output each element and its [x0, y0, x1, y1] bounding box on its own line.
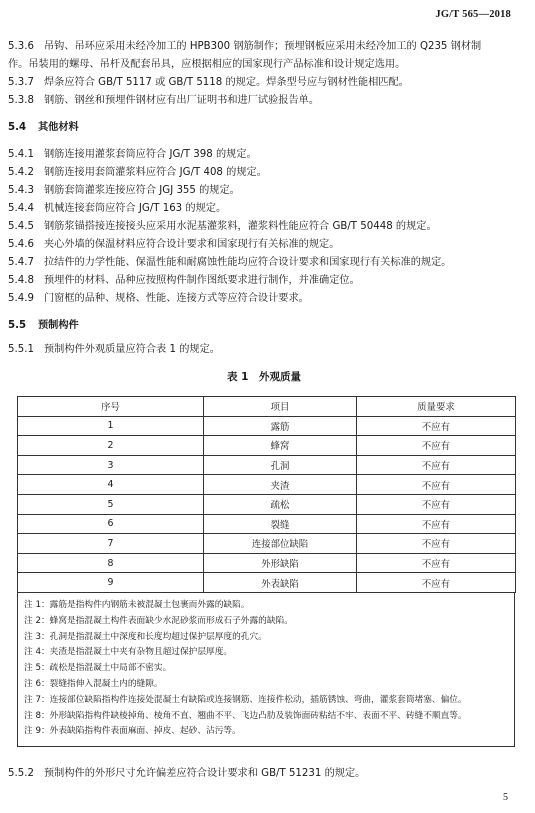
table-row	[18, 553, 516, 573]
table-note: 注 6：裂缝指伸入混凝土内的缝隙。	[24, 678, 163, 689]
cell-requirement: 不应有	[357, 494, 516, 514]
clause-5-4-6	[8, 236, 520, 254]
clause-5-4-5	[8, 218, 520, 236]
header-cell-no: 序号	[18, 397, 204, 417]
clause-text: 钢筋连接用套筒灌浆料应符合 JG/T 408 的规定。	[44, 167, 267, 178]
table-caption: 表 1 外观质量	[227, 371, 301, 383]
cell-requirement: 不应有	[357, 475, 516, 495]
cell-item: 裂缝	[204, 514, 357, 534]
clause-5-4-4	[8, 200, 520, 218]
cell-item: 外形缺陷	[204, 553, 357, 573]
clause-text: 钢筋套筒灌浆连接应符合 JGJ 355 的规定。	[44, 185, 240, 196]
table-row	[18, 514, 516, 534]
cell-requirement: 不应有	[357, 534, 516, 554]
table-row	[18, 475, 516, 495]
table-row	[18, 416, 516, 436]
document-body	[8, 38, 520, 783]
clause-text: 预埋件的材料、品种应按照构件制作图纸要求进行制作，并准确定位。	[44, 275, 360, 286]
clause-text: 预制构件外观质量应符合表 1 的规定。	[44, 344, 220, 355]
clause-number: 5.4.6	[8, 239, 34, 250]
clause-text: 钢筋浆锚搭接连接接头应采用水泥基灌浆料，灌浆料性能应符合 GB/T 50448 的规定。	[44, 221, 437, 232]
clause-5-5-1	[8, 341, 520, 359]
clause-number: 5.3.7	[8, 77, 34, 88]
section-heading-5-5	[8, 317, 520, 335]
clause-number: 5.4.8	[8, 275, 34, 286]
clause-text: 夹心外墙的保温材料应符合设计要求和国家现行有关标准的规定。	[44, 239, 340, 250]
section-heading-5-4	[8, 119, 520, 137]
cell-requirement: 不应有	[357, 553, 516, 573]
clause-5-5-2	[8, 765, 520, 783]
clause-number: 5.3.8	[8, 95, 34, 106]
cell-requirement: 不应有	[357, 436, 516, 456]
table-row	[18, 534, 516, 554]
table-notes	[17, 593, 515, 747]
table-note: 注 9：外表缺陷指构件表面麻面、掉皮、起砂、沾污等。	[24, 726, 241, 737]
clause-5-3-7	[8, 74, 520, 92]
clause-text: 机械连接套筒应符合 JG/T 163 的规定。	[44, 203, 227, 214]
clause-5-4-7	[8, 254, 520, 272]
table-note: 注 1：露筋是指构件内钢筋未被混凝土包裹而外露的缺陷。	[24, 599, 250, 610]
clause-5-4-9	[8, 290, 520, 308]
table-row	[18, 573, 516, 593]
section-number: 5.4	[8, 122, 27, 133]
cell-item: 疏松	[204, 494, 357, 514]
cell-requirement: 不应有	[357, 416, 516, 436]
clause-5-4-8	[8, 272, 520, 290]
clause-number: 5.4.9	[8, 293, 34, 304]
clause-text: 门窗框的品种、规格、性能、连接方式等应符合设计要求。	[44, 293, 309, 304]
section-title: 其他材料	[38, 122, 79, 133]
cell-item: 夹渣	[204, 475, 357, 495]
cell-no: 6	[18, 514, 204, 534]
standard-code: JG/T 565—2018	[435, 9, 511, 20]
cell-no: 9	[18, 573, 204, 593]
cell-no: 2	[18, 436, 204, 456]
table-note: 注 5：疏松是指混凝土中局部不密实。	[24, 663, 172, 674]
clause-text-line: 吊钩、吊环应采用未经冷加工的 HPB300 钢筋制作；预埋钢板应采用未经冷加工的 Q235 钢材制	[44, 41, 482, 52]
cell-no: 4	[18, 475, 204, 495]
clause-5-3-8	[8, 92, 520, 110]
table-note: 注 8：外形缺陷指构件缺棱掉角、棱角不直、翘曲不平、飞边凸肋及装饰面砖粘结不牢、表面不平、砖缝不顺直等。	[24, 710, 467, 721]
clause-text: 拉结件的力学性能、保温性能和耐腐蚀性能均应符合设计要求和国家现行有关标准的规定。	[44, 257, 452, 268]
clause-number: 5.5.2	[8, 768, 34, 780]
clause-number: 5.3.6	[8, 41, 34, 52]
clause-number: 5.4.7	[8, 257, 34, 268]
clause-5-3-6	[8, 38, 520, 56]
cell-requirement: 不应有	[357, 573, 516, 593]
cell-no: 8	[18, 553, 204, 573]
cell-requirement: 不应有	[357, 455, 516, 475]
cell-no: 3	[18, 455, 204, 475]
table-note: 注 3：孔洞是指混凝土中深度和长度均超过保护层厚度的孔穴。	[24, 631, 267, 642]
table-note: 注 2：蜂窝是指混凝土构件表面缺少水泥砂浆而形成石子外露的缺陷。	[24, 615, 293, 626]
clause-text: 钢筋、钢丝和预埋件钢材应有出厂证明书和进厂试验报告单。	[44, 95, 320, 106]
clause-number: 5.4.2	[8, 167, 34, 178]
clause-5-4-2	[8, 164, 520, 182]
cell-item: 外表缺陷	[204, 573, 357, 593]
cell-item: 连接部位缺陷	[204, 534, 357, 554]
clause-number: 5.4.3	[8, 185, 34, 196]
cell-no: 7	[18, 534, 204, 554]
clause-text-line: 作。吊装用的螺母、吊杆及配套吊具，应根据相应的国家现行产品标准和设计规定选用。	[8, 59, 406, 70]
header-cell-requirement: 质量要求	[357, 397, 516, 417]
clause-number: 5.4.5	[8, 221, 34, 232]
cell-item: 孔洞	[204, 455, 357, 475]
table-note: 注 7：连接部位缺陷指构件连接处混凝土有缺陷或连接钢筋、连接件松动，插筋锈蚀、弯曲，灌浆套筒堵塞、偏位。	[24, 694, 467, 705]
cell-item: 露筋	[204, 416, 357, 436]
appearance-quality-table	[17, 396, 516, 593]
section-number: 5.5	[8, 320, 27, 331]
cell-no: 5	[18, 494, 204, 514]
clause-text: 焊条应符合 GB/T 5117 或 GB/T 5118 的规定。焊条型号应与钢材性能相匹配。	[44, 77, 409, 88]
cell-requirement: 不应有	[357, 514, 516, 534]
cell-no: 1	[18, 416, 204, 436]
clause-5-4-1	[8, 146, 520, 164]
table-note: 注 4：夹渣是指混凝土中夹有杂物且超过保护层厚度。	[24, 647, 233, 658]
clause-text: 预制构件的外形尺寸允许偏差应符合设计要求和 GB/T 51231 的规定。	[44, 768, 366, 780]
table-row	[18, 436, 516, 456]
clause-text: 钢筋连接用灌浆套筒应符合 JG/T 398 的规定。	[44, 149, 257, 160]
clause-number: 5.4.4	[8, 203, 34, 214]
table-row	[18, 455, 516, 475]
clause-number: 5.5.1	[8, 344, 34, 355]
section-title: 预制构件	[38, 320, 79, 331]
clause-5-4-3	[8, 182, 520, 200]
table-header-row	[18, 397, 516, 417]
cell-item: 蜂窝	[204, 436, 357, 456]
page-number: 5	[503, 792, 508, 803]
clause-5-3-6-continued	[8, 56, 520, 74]
table-row	[18, 494, 516, 514]
clause-number: 5.4.1	[8, 149, 34, 160]
header-cell-item: 项目	[204, 397, 357, 417]
